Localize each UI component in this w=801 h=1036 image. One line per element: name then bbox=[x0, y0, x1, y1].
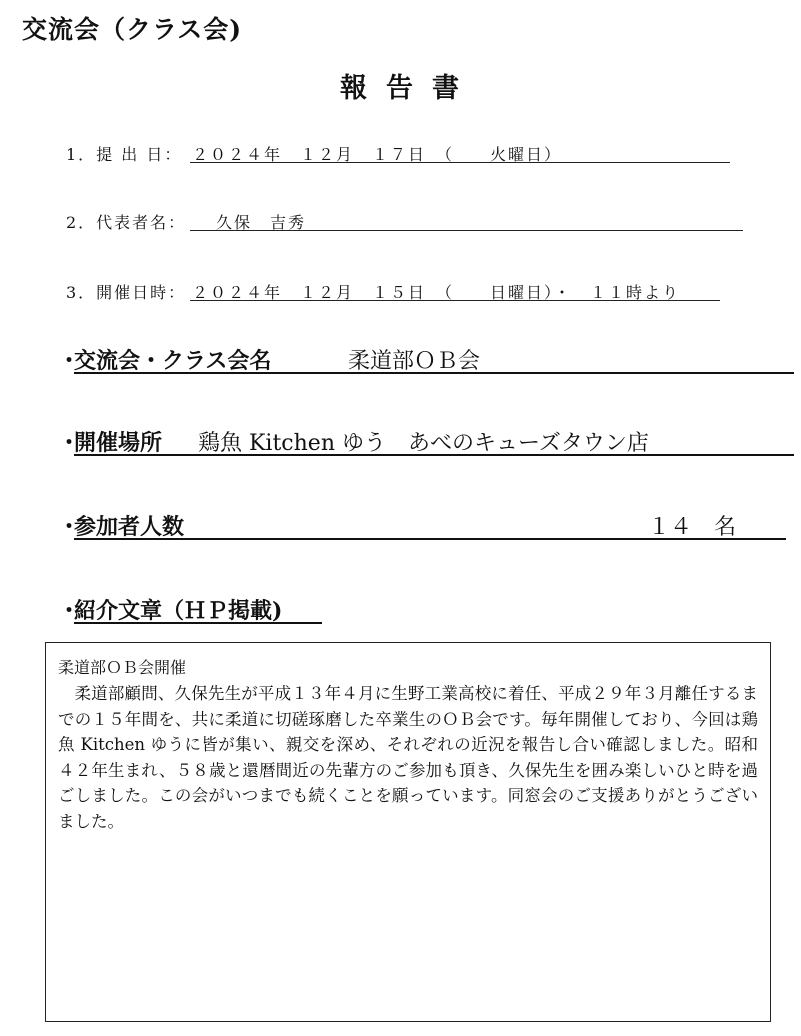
club-name-value: 柔道部ＯＢ会 bbox=[348, 349, 481, 374]
report-text-box bbox=[45, 642, 771, 1022]
event-datetime-label: 3．開催日時： bbox=[66, 283, 187, 302]
report-body: 柔道部顧問、久保先生が平成１３年４月に生野工業高校に着任、平成２９年３月離任するまでの１５年間を、共に柔道に切磋琢磨した卒業生のＯＢ会です。毎年開催しており、今回は鶏魚 Kitchen ゆうに皆が集い、親交を深め、それぞれの近況を報告し合い確認しました。昭和４２年生まれ、５８歳と還暦間近の先輩方のご参加も頂き、久保先生を囲み楽しいひと時を過ごしました。この会がいつまでも続くことを願っています。同窓会のご支援ありがとうございました。 bbox=[58, 684, 758, 831]
bullet-marker: ・ bbox=[58, 348, 81, 374]
submission-date-value: ２０２４年 １２月 １７日 （ 火曜日） bbox=[192, 145, 563, 164]
intro-label: 紹介文章（ＨＰ掲載) bbox=[74, 598, 283, 624]
venue-row bbox=[58, 426, 798, 458]
representative-label: 2．代表者名： bbox=[66, 213, 187, 232]
bullet-marker: ・ bbox=[58, 514, 81, 540]
submission-date-label: 1．提 出 日： bbox=[66, 145, 183, 164]
representative-value: 久保 吉秀 bbox=[216, 213, 307, 232]
document-category: 交流会（クラス会) bbox=[22, 15, 243, 44]
participants-label: 参加者人数 bbox=[74, 514, 185, 540]
event-datetime-underline bbox=[190, 300, 720, 301]
document-title: 報告書 bbox=[340, 73, 478, 104]
representative-row bbox=[66, 210, 756, 234]
bullet-marker: ・ bbox=[58, 598, 81, 624]
club-name-row bbox=[58, 344, 798, 376]
intro-row bbox=[58, 594, 358, 626]
submission-date-underline bbox=[190, 162, 730, 163]
event-datetime-row bbox=[66, 280, 756, 304]
representative-underline bbox=[190, 230, 743, 231]
bullet-marker: ・ bbox=[58, 430, 81, 456]
submission-date-row bbox=[66, 142, 736, 166]
participants-underline bbox=[74, 538, 786, 540]
venue-underline bbox=[74, 454, 794, 456]
club-name-label: 交流会・クラス会名 bbox=[74, 348, 272, 374]
report-heading: 柔道部ＯＢ会開催 bbox=[58, 658, 187, 677]
participants-row bbox=[58, 510, 798, 542]
intro-underline bbox=[74, 622, 322, 624]
venue-label: 開催場所 bbox=[74, 430, 163, 456]
club-name-underline bbox=[74, 372, 794, 374]
event-datetime-value: ２０２４年 １２月 １５日 （ 日曜日）・ １１時より bbox=[192, 283, 681, 302]
participants-value: １４ 名 bbox=[648, 515, 737, 540]
venue-value: 鶏魚 Kitchen ゆう あべのキューズタウン店 bbox=[198, 431, 649, 456]
